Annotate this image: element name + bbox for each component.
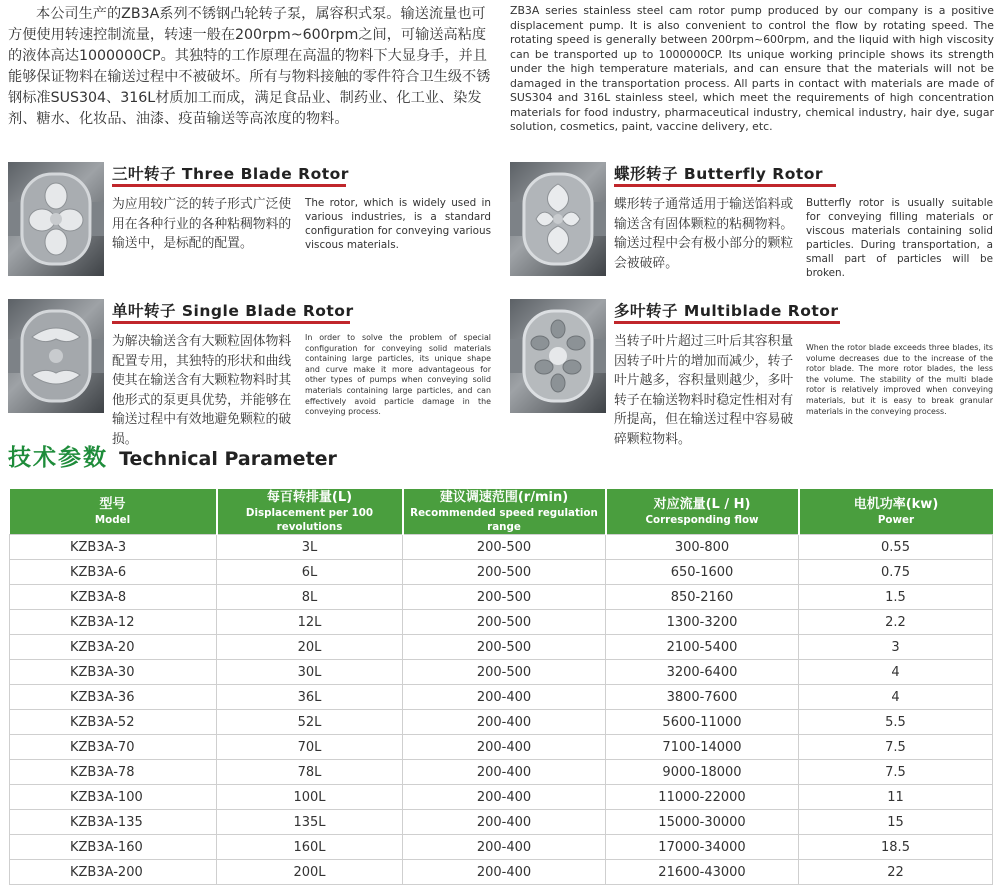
cell-power: 3 [799, 635, 993, 660]
cell-flow: 7100-14000 [606, 735, 799, 760]
table-row [10, 735, 993, 760]
cell-displacement: 52L [217, 710, 403, 735]
butterfly-rotor-drawing [510, 162, 606, 276]
cell-displacement: 20L [217, 635, 403, 660]
cell-flow: 17000-34000 [606, 835, 799, 860]
cell-displacement: 36L [217, 685, 403, 710]
multiblade-rotor-en-text: When the rotor blade exceeds three blades, its volume decreases due to the increase of the rotor blade. The more rotor blades, the less the volume. The stability of the multi blade rotor is relatively improved when conveying materials, but it is easy to break granular materials in the conveying process. [806, 343, 993, 416]
cell-power: 15 [799, 810, 993, 835]
cell-displacement: 12L [217, 610, 403, 635]
cell-flow: 3200-6400 [606, 660, 799, 685]
header-displacement: 每百转排量(L) Displacement per 100 revolutions [217, 489, 403, 535]
technical-parameter-heading [8, 439, 337, 472]
cell-displacement: 160L [217, 835, 403, 860]
cell-power: 4 [799, 660, 993, 685]
multiblade-rotor-photo [510, 299, 606, 413]
cell-speed: 200-400 [403, 860, 606, 885]
table-row [10, 760, 993, 785]
intro-chinese-text: 本公司生产的ZB3A系列不锈钢凸轮转子泵，属容积式泵。输送流量也可方便使用转速控制流量，转速一般在200rpm~600rpm之间，可输送高粘度的液体高达1000000CP。其独特的工作原理在高温的物料下大显身手，并且能够保证物料在输送过程中不被破坏。所有与物料接触的零件符合卫生级不锈钢标准SUS304、316L材质加工而成，满足食品业、制药业、化工业、染发剂、糖水、化妆品、油漆、疫苗输送等高浓度的物料。 [8, 6, 491, 127]
table-row [10, 635, 993, 660]
cell-model: KZB3A-200 [10, 860, 217, 885]
cell-speed: 200-400 [403, 810, 606, 835]
cell-displacement: 200L [217, 860, 403, 885]
cell-speed: 200-500 [403, 535, 606, 560]
cell-model: KZB3A-6 [10, 560, 217, 585]
cell-displacement: 8L [217, 585, 403, 610]
single-blade-title-bar [112, 321, 350, 324]
table-row [10, 810, 993, 835]
intro-english-text: ZB3A series stainless steel cam rotor pump produced by our company is a positive displacement pump. It is also convenient to control the flow by rotating speed. The rotating speed is generally between 200rpm~600rpm, and the liquid with high viscosity can be transported up to 1000000CP. Its unique working principle shows its strength under the high temperature materials, and can ensure that the materials will not be damaged in the transportation process. All parts in contact with materials are made of SUS304 and 316L stainless steel, which meet the requirements of high concentration materials for food industry, pharmaceutical industry, chemical industry, hair dye, sugar solution, cosmetics, paint, vaccine delivery, etc. [510, 4, 994, 133]
butterfly-rotor-title: 蝶形转子 Butterfly Rotor [614, 165, 824, 183]
three-blade-rotor-cn-text: 为应用较广泛的转子形式广泛使用在各种行业的各种粘稠物料的输送中，是标配的配置。 [112, 197, 292, 251]
table-row [10, 835, 993, 860]
cell-flow: 3800-7600 [606, 685, 799, 710]
technical-parameter-title-en: Technical Parameter [119, 448, 337, 470]
table-row [10, 610, 993, 635]
cell-model: KZB3A-78 [10, 760, 217, 785]
technical-parameter-table [9, 489, 993, 885]
cell-flow: 300-800 [606, 535, 799, 560]
multiblade-rotor-cn-text: 当转子叶片超过三叶后其容积量因转子叶片的增加而减少，转子叶片越多，容积量则越少，多叶转子在输送物料时稳定性相对有所提高，但在输送过程中容易破碎颗粒物料。 [614, 334, 794, 447]
cell-speed: 200-400 [403, 710, 606, 735]
cell-displacement: 3L [217, 535, 403, 560]
cell-flow: 850-2160 [606, 585, 799, 610]
cell-displacement: 135L [217, 810, 403, 835]
three-blade-title-bar [112, 184, 346, 187]
three-blade-rotor-en-text: The rotor, which is widely used in various industries, is a standard configuration for conveying various viscous materials. [305, 197, 491, 251]
table-row [10, 560, 993, 585]
cell-power: 0.75 [799, 560, 993, 585]
cell-power: 7.5 [799, 760, 993, 785]
cell-flow: 9000-18000 [606, 760, 799, 785]
cell-speed: 200-400 [403, 735, 606, 760]
table-row [10, 585, 993, 610]
single-blade-rotor-title: 单叶转子 Single Blade Rotor [112, 302, 354, 320]
table-row [10, 860, 993, 885]
table-row [10, 660, 993, 685]
butterfly-rotor-cn-text: 蝶形转子通常适用于输送馅料或输送含有固体颗粒的粘稠物料。输送过程中会有极小部分的颗粒会被破碎。 [614, 197, 794, 271]
cell-speed: 200-400 [403, 835, 606, 860]
cell-power: 1.5 [799, 585, 993, 610]
cell-displacement: 78L [217, 760, 403, 785]
cell-flow: 650-1600 [606, 560, 799, 585]
cell-model: KZB3A-100 [10, 785, 217, 810]
cell-power: 11 [799, 785, 993, 810]
cell-power: 4 [799, 685, 993, 710]
cell-flow: 2100-5400 [606, 635, 799, 660]
butterfly-rotor-photo [510, 162, 606, 276]
cell-model: KZB3A-30 [10, 660, 217, 685]
cell-speed: 200-500 [403, 635, 606, 660]
cell-speed: 200-500 [403, 560, 606, 585]
cell-model: KZB3A-8 [10, 585, 217, 610]
table-header-row [10, 489, 993, 535]
cell-speed: 200-400 [403, 685, 606, 710]
cell-flow: 11000-22000 [606, 785, 799, 810]
cell-power: 5.5 [799, 710, 993, 735]
header-model: 型号 Model [10, 489, 217, 535]
cell-model: KZB3A-52 [10, 710, 217, 735]
cell-speed: 200-500 [403, 660, 606, 685]
technical-parameter-title-cn: 技术参数 [8, 445, 108, 471]
butterfly-rotor-en-text: Butterfly rotor is usually suitable for conveying filling materials or viscous materials containing solid particles. During transportation, a small part of particles will be broken. [806, 197, 993, 279]
cell-model: KZB3A-160 [10, 835, 217, 860]
single-blade-rotor-photo [8, 299, 104, 413]
cell-model: KZB3A-70 [10, 735, 217, 760]
single-blade-rotor-drawing [8, 299, 104, 413]
table-row [10, 785, 993, 810]
table-row [10, 535, 993, 560]
three-blade-rotor-drawing [8, 162, 104, 276]
cell-model: KZB3A-3 [10, 535, 217, 560]
table-row [10, 685, 993, 710]
header-power: 电机功率(kw) Power [799, 489, 993, 535]
butterfly-title-bar [614, 184, 836, 187]
multiblade-title-bar [614, 321, 840, 324]
three-blade-rotor-title: 三叶转子 Three Blade Rotor [112, 165, 349, 183]
cell-power: 18.5 [799, 835, 993, 860]
single-blade-rotor-cn-text: 为解决输送含有大颗粒固体物料配置专用，其独特的形状和曲线使其在输送含有大颗粒物料时其他形式的泵更具优势，并能够在输送过程中有效地避免颗粒的破损。 [112, 334, 292, 447]
cell-power: 2.2 [799, 610, 993, 635]
cell-flow: 15000-30000 [606, 810, 799, 835]
cell-model: KZB3A-20 [10, 635, 217, 660]
cell-speed: 200-500 [403, 585, 606, 610]
header-speed-range: 建议调速范围(r/min) Recommended speed regulation range [403, 489, 606, 535]
three-blade-rotor-photo [8, 162, 104, 276]
multiblade-rotor-drawing [510, 299, 606, 413]
cell-displacement: 70L [217, 735, 403, 760]
multiblade-rotor-title: 多叶转子 Multiblade Rotor [614, 302, 839, 320]
cell-speed: 200-400 [403, 785, 606, 810]
cell-model: KZB3A-36 [10, 685, 217, 710]
cell-flow: 1300-3200 [606, 610, 799, 635]
cell-power: 22 [799, 860, 993, 885]
cell-flow: 21600-43000 [606, 860, 799, 885]
cell-power: 7.5 [799, 735, 993, 760]
cell-flow: 5600-11000 [606, 710, 799, 735]
cell-displacement: 100L [217, 785, 403, 810]
table-row [10, 710, 993, 735]
cell-speed: 200-500 [403, 610, 606, 635]
cell-displacement: 30L [217, 660, 403, 685]
cell-model: KZB3A-12 [10, 610, 217, 635]
cell-displacement: 6L [217, 560, 403, 585]
cell-speed: 200-400 [403, 760, 606, 785]
header-flow: 对应流量(L / H) Corresponding flow [606, 489, 799, 535]
cell-power: 0.55 [799, 535, 993, 560]
single-blade-rotor-en-text: In order to solve the problem of special configuration for conveying solid materials containing large particles, its unique shape and curve make it more advantageous for other types of pumps when conveying solid materials containing large particles, and can effectively avoid particle damage in the conveying process. [305, 333, 491, 417]
cell-model: KZB3A-135 [10, 810, 217, 835]
